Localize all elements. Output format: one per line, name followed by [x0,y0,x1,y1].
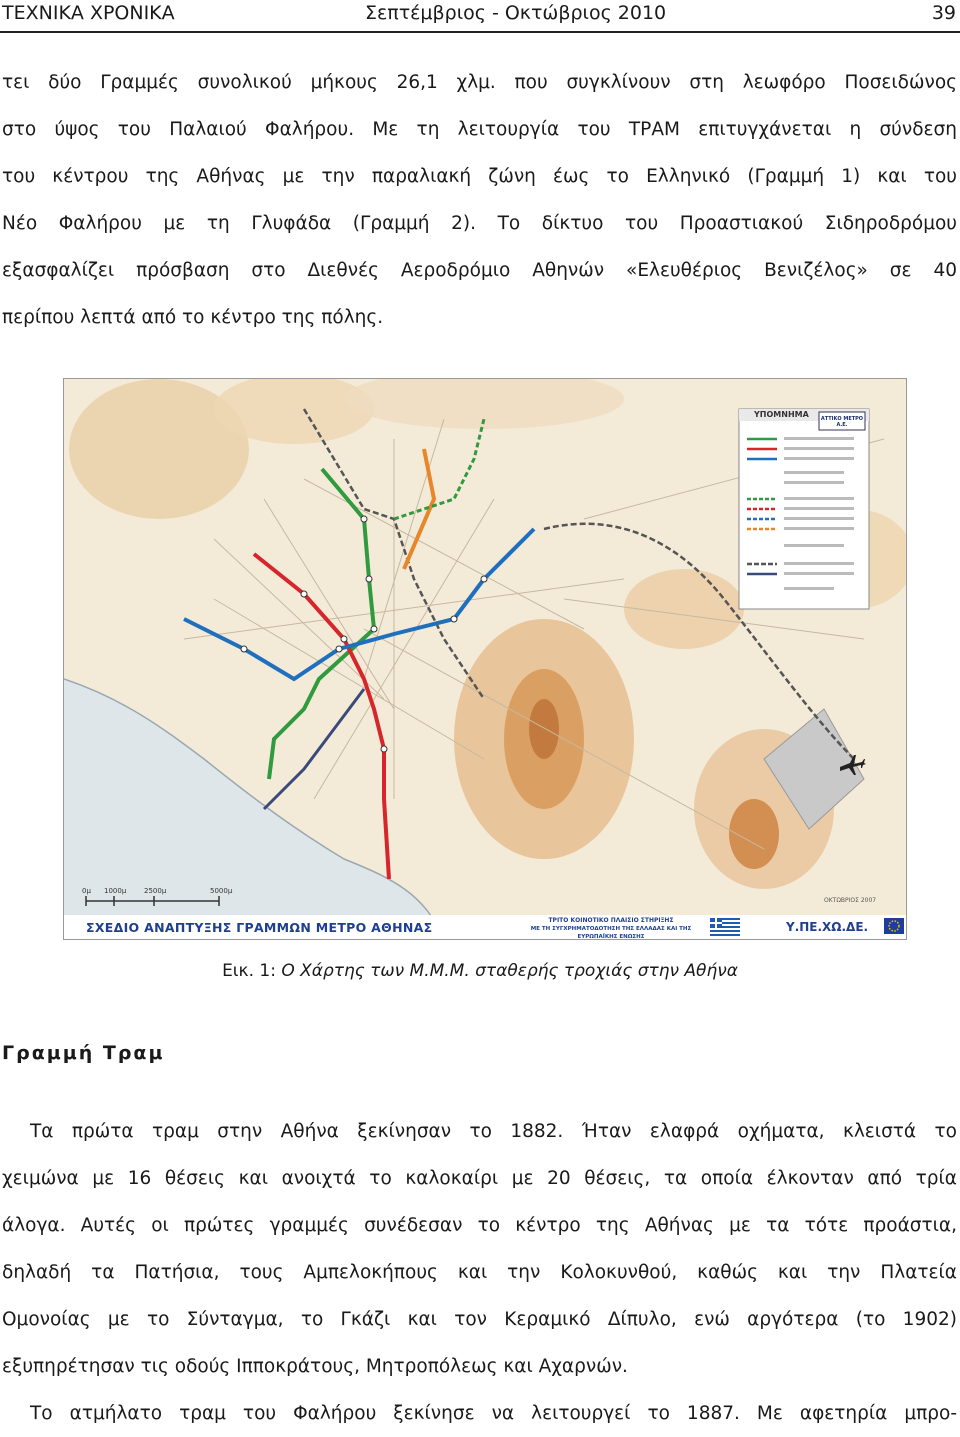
funding-line: ΤΡΙΤΟ ΚΟΙΝΟΤΙΚΟ ΠΛΑΙΣΙΟ ΣΤΗΡΙΞΗΣ [548,917,674,924]
ministry-label: Υ.ΠΕ.ΧΩ.ΔΕ. [786,920,869,934]
text-line: Νέο Φαλήρου με τη Γλυφάδα (Γραμμή 2). Το δίκτυο του Προαστιακού Σιδηροδρόμου [2,213,957,234]
scale-label: 1000μ [104,887,127,895]
map-date: ΟΚΤΩΒΡΙΟΣ 2007 [824,897,877,904]
text-line: Ομονοίας με το Σύνταγμα, το Γκάζι και τον Κεραμικό Δίπυλο, ενώ αργότερα (το 1902) [2,1309,957,1330]
metro-map-svg [64,379,906,939]
text-line: εξυπηρέτησαν τις οδούς Ιπποκράτους, Μητροπόλεως και Αχαρνών. [2,1356,628,1377]
scale-label: 0μ [82,887,91,895]
text-line: του κέντρου της Αθήνας με την παραλιακή ζώνη έως το Ελληνικό (Γραμμή 1) και του [2,166,957,187]
journal-name: ΤΕΧΝΙΚΑ ΧΡΟΝΙΚΑ [2,2,175,24]
text-line: άλογα. Αυτές οι πρώτες γραμμές συνέδεσαν το κέντρο της Αθήνας με τα τότε προάστια, [2,1215,957,1236]
figure-caption [0,961,960,981]
map-title: ΣΧΕΔΙΟ ΑΝΑΠΤΥΞΗΣ ΓΡΑΜΜΩΝ ΜΕΤΡΟ ΑΘΗΝΑΣ [86,920,433,935]
metro-map-figure [63,378,907,940]
issue-date: Σεπτέμβριος - Οκτώβριος 2010 [365,2,667,24]
caption-text: Ο Χάρτης των Μ.Μ.Μ. σταθερής τροχιάς στην Αθήνα [281,961,738,981]
scale-label: 2500μ [144,887,167,895]
metro-logo: ΑΤΤΙΚΟ ΜΕΤΡΟ Α.Ε. [820,416,864,428]
text-line: Το ατμήλατο τραμ του Φαλήρου ξεκίνησε να λειτουργεί το 1887. Με αφετηρία μπρο- [30,1403,957,1424]
funding-line: ΜΕ ΤΗ ΣΥΓΧΡΗΜΑΤΟΔΟΤΗΣΗ ΤΗΣ ΕΛΛΑΔΑΣ ΚΑΙ ΤΗΣ ΕΥΡΩΠΑΪΚΗΣ ΕΝΩΣΗΣ [530,926,692,940]
text-line: δηλαδή τα Πατήσια, τους Αμπελοκήπους και την Κολοκυνθού, καθώς και την Πλατεία [2,1262,957,1283]
scale-label: 5000μ [210,887,233,895]
text-line: στο ύψος του Παλαιού Φαλήρου. Με τη λειτουργία του ΤΡΑΜ επιτυγχάνεται η σύνδεση [2,119,957,140]
text-line: εξασφαλίζει πρόσβαση στο Διεθνές Αεροδρόμιο Αθηνών «Ελευθέριος Βενιζέλος» σε 40 [2,260,957,281]
body-paragraph [2,1108,957,1437]
scale-labels [82,887,233,895]
page-header [0,0,960,30]
section-title: Γραμμή Τραμ [2,1042,165,1064]
funding-text [516,917,706,940]
caption-label: Εικ. 1: [222,961,276,981]
text-line: χειμώνα με 16 θέσεις και ανοιχτά το καλοκαίρι με 20 θέσεις, τα οποία έλκονταν από τρία [2,1168,957,1189]
header-rule [0,31,960,33]
text-line: Τα πρώτα τραμ στην Αθήνα ξεκίνησαν το 1882. Ήταν ελαφρά οχήματα, κλειστά το [30,1121,957,1142]
legend-title: ΥΠΟΜΝΗΜΑ [754,410,809,419]
page-number: 39 [931,2,956,24]
text-line: περίπου λεπτά από το κέντρο της πόλης. [2,307,384,328]
intro-paragraph [2,59,957,341]
text-line: τει δύο Γραμμές συνολικού μήκους 26,1 χλμ. που συγκλίνουν στη λεωφόρο Ποσειδώνος [2,72,957,93]
